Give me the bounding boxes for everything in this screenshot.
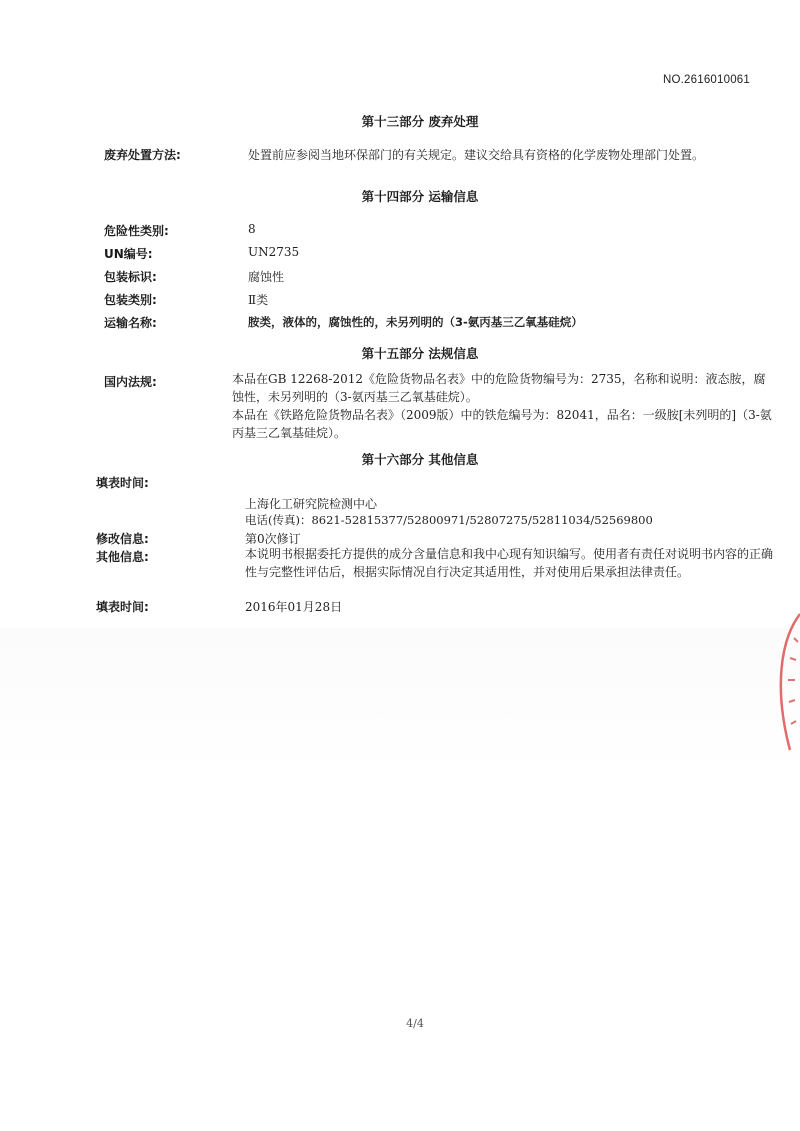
revision-info-value: 第0次修订 [245,532,301,546]
domestic-regulation-label: 国内法规: [104,375,157,389]
fill-date-label: 填表时间: [96,600,149,614]
un-number-value: UN2735 [248,245,300,259]
red-seal-stamp [760,610,800,770]
organization-name: 上海化工研究院检测中心 [245,497,378,511]
phone-fax: 电话(传真)：8621-52815377/52800971/52807275/52811034/52569800 [245,513,653,527]
revision-info-label: 修改信息: [96,532,149,546]
domestic-regulation-text-2: 本品在《铁路危险货物品名表》（2009版）中的铁危编号为：82041，品名：一级胺[未列明的]（3-氨丙基三乙氧基硅烷）。 [232,408,772,440]
hazard-class-value: 8 [248,222,256,236]
packing-category-value: Ⅱ类 [248,293,269,307]
shipping-name-value: 胺类，液体的，腐蚀性的，未另列明的（3-氨丙基三乙氧基硅烷） [248,315,583,329]
hazard-class-label: 危险性类别: [104,224,169,238]
page-number: 4/4 [406,1017,424,1030]
packing-category-label: 包装类别: [104,293,157,307]
other-info-value: 本说明书根据委托方提供的成分含量信息和我中心现有知识编写。使用者有责任对说明书内容的正确性与完整性评估后，根据实际情况自行决定其适用性，并对使用后果承担法律责任。 [245,547,774,579]
section-16-title: 第十六部分 其他信息 [361,452,479,467]
section-13-title: 第十三部分 废弃处理 [361,114,479,129]
disposal-method-label: 废弃处置方法: [104,148,181,162]
disposal-method-value: 处置前应参阅当地环保部门的有关规定。建议交给具有资格的化学废物处理部门处置。 [248,148,705,162]
un-number-label: UN编号: [104,247,153,261]
fill-date-value: 2016年01月28日 [245,600,343,614]
fill-time-label: 填表时间: [96,476,149,490]
section-15-title: 第十五部分 法规信息 [361,346,479,361]
shipping-name-label: 运输名称: [104,316,157,330]
domestic-regulation-text-1: 本品在GB 12268-2012《危险货物品名表》中的危险货物编号为：2735，名称和说明：液态胺，腐蚀性，未另列明的（3-氨丙基三乙氧基硅烷）。 [232,372,766,404]
document-number: NO.2616010061 [662,74,750,86]
scan-shadow [0,628,800,1128]
other-info-label: 其他信息: [96,550,149,564]
section-14-title: 第十四部分 运输信息 [361,189,479,204]
packing-mark-label: 包装标识: [104,270,157,284]
packing-mark-value: 腐蚀性 [248,270,285,284]
